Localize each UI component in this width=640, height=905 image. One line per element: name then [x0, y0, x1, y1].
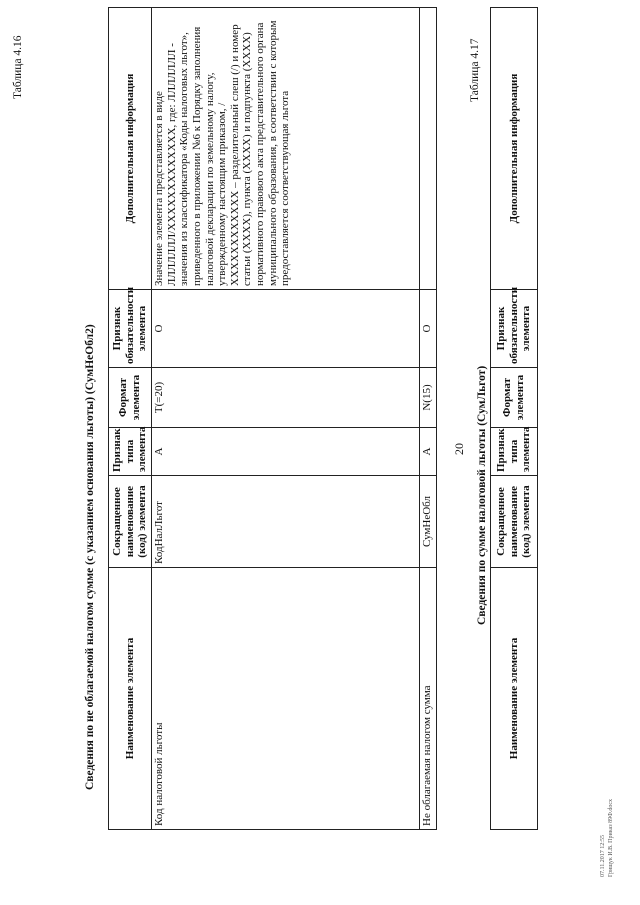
table-4-16-label: Таблица 4.16	[12, 35, 24, 99]
cell-type: А	[420, 428, 437, 476]
table-4-17-title: Сведения по сумме налоговой льготы (СумЛьгот)	[476, 365, 488, 625]
stamp-file: Грищук И.В. Приказ 89Ф.docx	[607, 799, 614, 877]
header-element-format: Формат элемента	[109, 368, 152, 428]
table-4-17	[490, 7, 538, 830]
cell-required: О	[420, 290, 437, 368]
table-4-17-label: Таблица 4.17	[469, 38, 481, 102]
table-row	[420, 8, 437, 830]
table-header-row	[491, 8, 538, 830]
header-additional-info: Дополнительная информация	[109, 8, 152, 290]
cell-type: А	[152, 428, 420, 476]
file-stamp	[600, 799, 615, 877]
header-element-required: Признак обязательности элемента	[109, 290, 152, 368]
stamp-date: 07.11.2017 12:55	[600, 835, 606, 877]
table-row	[152, 8, 420, 830]
header-additional-info: Дополнительная информация	[491, 8, 538, 290]
table-4-16-title: Сведения по не облагаемой налогом сумме (с указанием основания льготы) (СумНеОбл2)	[84, 324, 96, 790]
cell-name: Не облагаемая налогом сумма	[420, 568, 437, 830]
cell-format: N(15)	[420, 368, 437, 428]
header-element-code: Сокращенное наименование (код) элемента	[109, 476, 152, 568]
header-element-type: Признак типа элемента	[109, 428, 152, 476]
cell-info: Значение элемента представляется в виде ЛЛЛЛЛЛЛ/XXXXXXXXXXXXX, где: ЛЛЛЛЛЛЛ - значения из классификатора «Коды налоговых льгот», приведенного в приложении №6 к Порядку заполнения налоговой декларации по земельному налогу, утвержденному настоящим приказом, / XXXXXXXXXXXX – разделительный слеш (/) и номер статьи (XXXX), пункта (XXXX) и подпункта (XXXX) нормативного правового акта представительного органа муниципального образования, в соответствии с которым предоставляется соответствующая льгота	[152, 8, 420, 290]
cell-info	[420, 8, 437, 290]
cell-name: Код налоговой льготы	[152, 568, 420, 830]
header-element-format: Формат элемента	[491, 368, 538, 428]
cell-required: О	[152, 290, 420, 368]
cell-format: T(=20)	[152, 368, 420, 428]
header-element-required: Признак обязательности элемента	[491, 290, 538, 368]
header-element-code: Сокращенное наименование (код) элемента	[491, 476, 538, 568]
header-element-name: Наименование элемента	[491, 568, 538, 830]
header-element-type: Признак типа элемента	[491, 428, 538, 476]
table-header-row	[109, 8, 152, 830]
header-element-name: Наименование элемента	[109, 568, 152, 830]
page-number: 20	[452, 443, 466, 455]
cell-code: СумНеОбл	[420, 476, 437, 568]
cell-code: КодНалЛьгот	[152, 476, 420, 568]
table-4-16	[108, 7, 437, 830]
